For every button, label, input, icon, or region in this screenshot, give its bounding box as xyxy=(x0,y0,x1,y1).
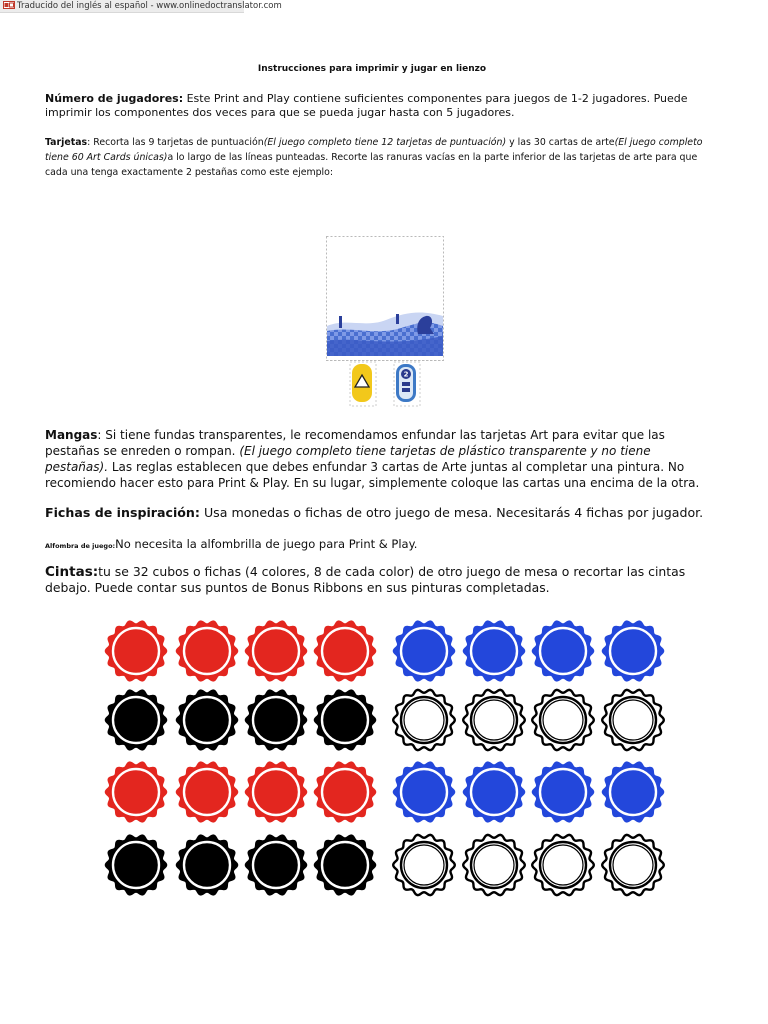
cards-italic-2: (El juego completo tiene 60 Art Cards únicas) xyxy=(45,137,703,163)
ribbons-label: Cintas: xyxy=(45,564,99,580)
translation-banner[interactable] xyxy=(0,0,282,13)
ribbon-token-white xyxy=(461,832,527,898)
ribbon-token-black xyxy=(312,832,378,898)
mat-paragraph xyxy=(45,537,717,553)
ribbon-token-red xyxy=(243,759,309,825)
inspiration-text: Usa monedas o fichas de otro juego de mesa. Necesitarás 4 fichas por jugador. xyxy=(199,505,704,520)
ribbon-token-blue xyxy=(600,759,666,825)
svg-text:2: 2 xyxy=(403,370,409,379)
ribbon-token-black xyxy=(174,832,240,898)
ribbon-token-red xyxy=(174,759,240,825)
translator-logo-icon xyxy=(3,1,15,9)
ribbon-token-black xyxy=(243,832,309,898)
art-card-illustration xyxy=(326,236,444,408)
sleeves-text-2: Las reglas establecen que debes enfundar 3 cartas de Arte juntas al completar una pintura. No recomiendo hacer esto para Print & Play. En su lugar, simplemente coloque las cartas una encima de la otra. xyxy=(45,460,700,490)
sleeves-italic: (El juego completo tiene tarjetas de plástico transparente y no tiene pestañas). xyxy=(45,444,651,474)
ribbon-token-black xyxy=(312,687,378,753)
ribbon-tokens-grid xyxy=(100,614,670,904)
ribbon-token-white xyxy=(530,687,596,753)
ribbon-token-white xyxy=(600,832,666,898)
ribbon-token-blue xyxy=(461,618,527,684)
ribbon-token-white xyxy=(391,687,457,753)
inspiration-label: Fichas de inspiración: xyxy=(45,505,200,520)
ribbon-token-black xyxy=(243,687,309,753)
art-card-example xyxy=(326,236,444,408)
ribbon-2-icon xyxy=(396,364,416,402)
mat-label: Alfombra de juego: xyxy=(45,542,116,550)
ribbon-token-red xyxy=(103,759,169,825)
ribbon-token-blue xyxy=(530,759,596,825)
ribbon-token-red xyxy=(312,618,378,684)
triangle-icon xyxy=(352,364,372,402)
inspiration-paragraph xyxy=(45,505,717,521)
ribbon-token-red xyxy=(174,618,240,684)
document-title: Instrucciones para imprimir y jugar en lienzo xyxy=(257,64,487,74)
cards-label: Tarjetas xyxy=(45,137,88,148)
ribbon-token-blue xyxy=(391,618,457,684)
ribbons-text: tu se 32 cubos o fichas (4 colores, 8 de cada color) de otro juego de mesa o recortar las cintas debajo. Puede contar sus puntos de Bonus Ribbons en sus pinturas completadas. xyxy=(45,564,686,595)
cards-italic-1: (El juego completo tiene 12 tarjetas de puntuación) xyxy=(263,137,507,148)
ribbon-token-red xyxy=(312,759,378,825)
ribbon-token-red xyxy=(243,618,309,684)
ribbon-token-black xyxy=(103,687,169,753)
sleeves-label: Mangas xyxy=(45,428,98,442)
players-label: Número de jugadores: xyxy=(45,92,184,105)
ribbon-token-black xyxy=(103,832,169,898)
ribbons-paragraph xyxy=(45,564,717,595)
ribbon-token-blue xyxy=(600,618,666,684)
ribbon-token-red xyxy=(103,618,169,684)
ribbon-token-black xyxy=(174,687,240,753)
banner-text: Traducido del inglés al español - www.onlinedoctranslator.com xyxy=(17,1,282,11)
cards-text-1: : Recorta las 9 tarjetas de puntuación xyxy=(87,137,264,148)
players-paragraph xyxy=(45,92,717,120)
ribbon-token-white xyxy=(600,687,666,753)
ribbon-token-blue xyxy=(391,759,457,825)
sleeves-text-1: : Si tiene fundas transparentes, le recomendamos enfundar las tarjetas Art para evitar que las pestañas se enreden o rompan. xyxy=(45,428,665,458)
sleeves-paragraph xyxy=(45,427,717,491)
ribbon-token-blue xyxy=(530,618,596,684)
cards-paragraph xyxy=(45,135,717,180)
ribbon-token-blue xyxy=(461,759,527,825)
cards-text-2: y las 30 cartas de arte xyxy=(506,137,615,148)
cards-text-3: a lo largo de las líneas punteadas. Recorte las ranuras vacías en la parte inferior de las tarjetas de arte para que cada una tenga exactamente 2 pestañas como este ejemplo: xyxy=(45,152,698,178)
ribbon-token-white xyxy=(461,687,527,753)
ribbon-token-white xyxy=(530,832,596,898)
mat-text: No necesita la alfombrilla de juego para Print & Play. xyxy=(115,537,418,551)
ribbon-token-white xyxy=(391,832,457,898)
players-text: Este Print and Play contiene suficientes componentes para juegos de 1-2 jugadores. Puede imprimir los componentes dos veces para que se pueda jugar hasta con 5 jugadores. xyxy=(45,92,688,119)
